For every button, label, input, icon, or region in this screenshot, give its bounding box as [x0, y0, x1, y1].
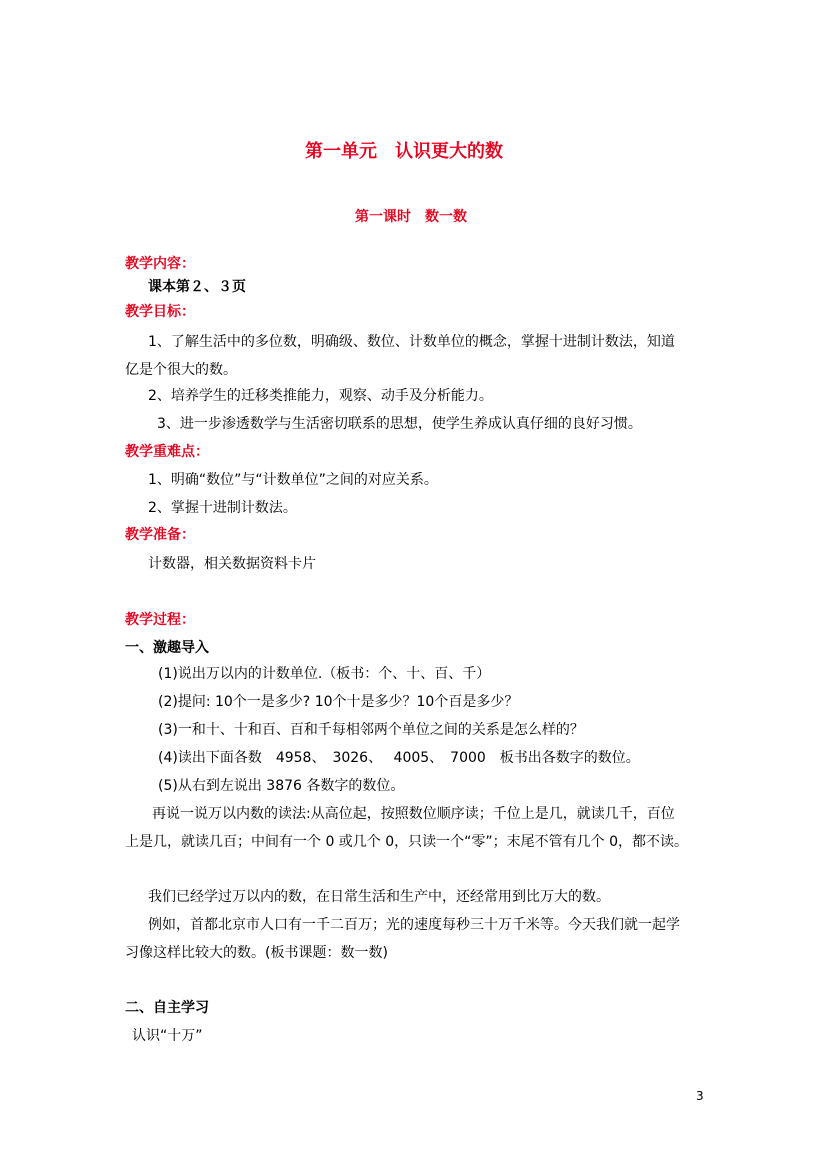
section-1-item-5: (5)从右到左说出 3876 各数字的数位。 — [158, 778, 405, 794]
example-line-1: 例如，首都北京市人口有一千二百万；光的速度每秒三十万千米等。今天我们就一起学 — [148, 917, 680, 933]
reading-rules-line-1: 再说一说万以内数的读法:从高位起，按照数位顺序读；千位上是几，就读几千，百位 — [152, 806, 675, 822]
goals-heading: 教学目标： — [125, 304, 195, 320]
section-1-heading: 一、激趣导入 — [125, 640, 209, 656]
reading-rules-line-2: 上是几，就读几百；中间有一个 0 或几个 0，只读一个“零”；末尾不管有几个 0，都不读。 — [125, 834, 689, 850]
section-1-item-1: (1)说出万以内的计数单位.（板书：个、十、百、千） — [158, 666, 491, 682]
goal-3: 3、进一步渗透数学与生活密切联系的思想，使学生养成认真仔细的良好习惯。 — [157, 416, 642, 432]
content-heading: 教学内容： — [125, 256, 195, 272]
prep-text: 计数器，相关数据资料卡片 — [148, 556, 316, 572]
goal-1-line-1: 1、了解生活中的多位数，明确级、数位、计数单位的概念，掌握十进制计数法，知道 — [148, 334, 675, 350]
content-text: 课本第２、３页 — [148, 279, 246, 295]
goal-2: 2、培养学生的迁移类推能力，观察、动手及分析能力。 — [148, 388, 493, 404]
section-2-text: 认识“十万” — [132, 1028, 203, 1044]
section-1-item-4: (4)读出下面各数 4958、 3026、 4005、 7000 板书出各数字的数位。 — [158, 750, 640, 766]
lesson-subtitle: 第一课时 数一数 — [355, 209, 467, 225]
unit-title: 第一单元 认识更大的数 — [305, 141, 503, 162]
section-1-item-2: (2)提问: 10个一是多少? 10个十是多少？10个百是多少？ — [158, 694, 519, 710]
intro-paragraph: 我们已经学过万以内的数，在日常生活和生产中，还经常用到比万大的数。 — [148, 889, 610, 905]
section-1-item-3: (3)一和十、十和百、百和千每相邻两个单位之间的关系是怎么样的？ — [158, 722, 584, 738]
process-heading: 教学过程： — [125, 612, 195, 628]
difficulty-1: 1、明确“数位”与“计数单位”之间的对应关系。 — [148, 472, 438, 488]
difficulty-2: 2、掌握十进制计数法。 — [148, 500, 297, 516]
page-number: 3 — [696, 1089, 704, 1103]
difficulty-heading: 教学重难点： — [125, 444, 209, 460]
example-line-2: 习像这样比较大的数。(板书课题：数一数) — [125, 945, 388, 961]
section-2-heading: 二、自主学习 — [125, 1000, 209, 1016]
goal-1-line-2: 亿是个很大的数。 — [125, 362, 237, 378]
prep-heading: 教学准备： — [125, 527, 195, 543]
